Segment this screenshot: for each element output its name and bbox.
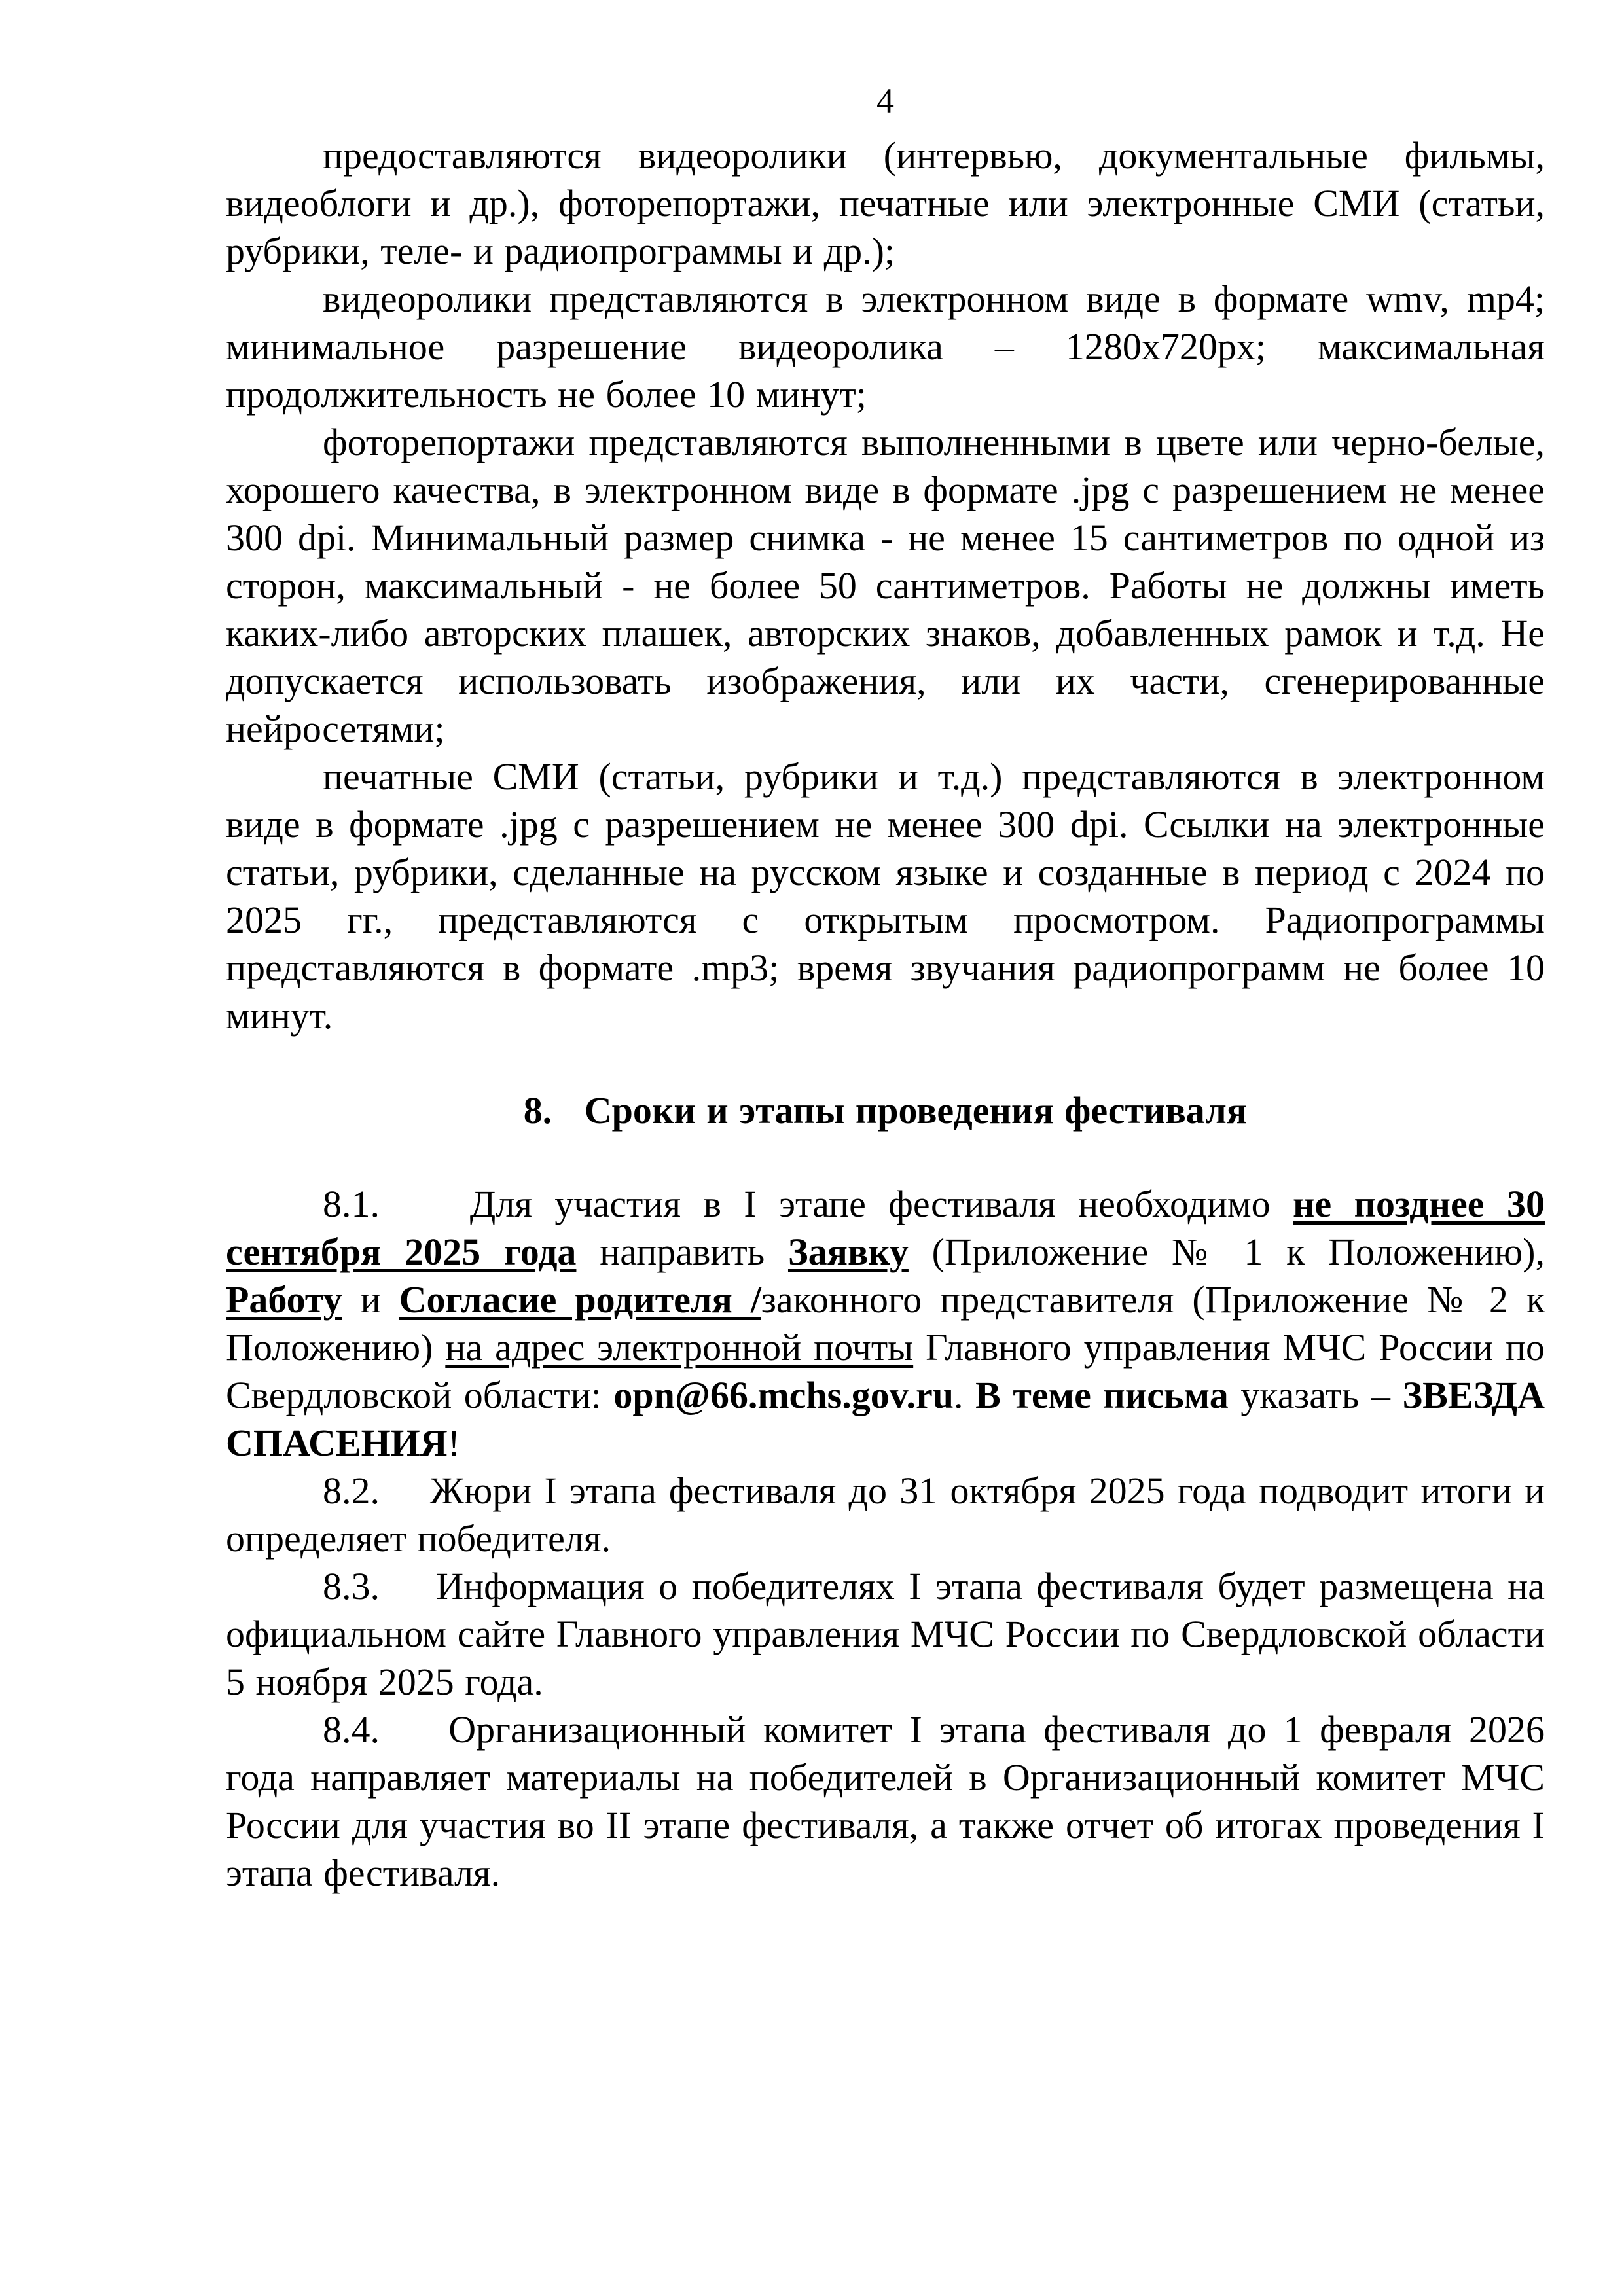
text-run: 8.3. Информация о победителях I этапа фестиваля будет размещена на официальном сайте Главного управления МЧС России по Свердловской области 5 ноября 2025 года. [226,1565,1545,1703]
text-run: 8.1. Для участия в I этапе фестиваля необходимо [323,1183,1293,1225]
page-number: 4 [876,81,894,120]
paragraph [226,1180,1545,1467]
text-run: предоставляются видеоролики (интервью, документальные фильмы, видеоблоги и др.), фоторепортажи, печатные или электронные СМИ (статьи, рубрики, теле- и радиопрограммы и др.); [226,134,1545,272]
text-run: законного представителя (Приложение № 2 к Положению) [226,1278,1545,1369]
section-heading [226,1086,1545,1134]
text-run: ! [447,1422,461,1464]
document-body [226,132,1545,1897]
paragraph [226,275,1545,418]
paragraph [226,1467,1545,1562]
text-run: печатные СМИ (статьи, рубрики и т.д.) представляются в электронном виде в формате .jpg с разрешением не менее 300 dpi. Ссылки на электронные статьи, рубрики, сделанные на русском языке и созданные в период с 2024 по 2025 гг., представляются с открытым просмотром. Радиопрограммы представляются в формате .mp3; время звучания радиопрограмм не более 10 минут. [226,755,1545,1037]
text-run: не позднее 30 сентября 2025 года [226,1183,1545,1273]
paragraph [226,418,1545,753]
text-run: . [954,1374,976,1416]
text-run: и [342,1278,399,1321]
paragraph [226,132,1545,275]
text-run: Главного управления МЧС России по Свердловской области: [226,1326,1545,1416]
text-run: указать – [1228,1374,1403,1416]
text-run: Заявку [787,1230,909,1273]
text-run: направить [576,1230,788,1273]
text-run: opn@66.mchs.gov.ru [613,1374,954,1416]
text-run: 8. Сроки и этапы проведения фестиваля [523,1089,1248,1132]
text-run: на адрес электронной почты [445,1326,914,1369]
text-run: 8.4. Организационный комитет I этапа фестиваля до 1 февраля 2026 года направляет материалы на победителей в Организационный комитет МЧС России для участия во II этапе фестиваля, а также отчет об итогах проведения I этапа фестиваля. [226,1708,1545,1894]
text-run: (Приложение № 1 к Положению), [908,1230,1545,1273]
paragraph [226,1706,1545,1897]
text-run: В теме письма [975,1374,1229,1416]
text-run: 8.2. Жюри I этапа фестиваля до 31 октября 2025 года подводит итоги и определяет победителя. [226,1469,1545,1560]
paragraph [226,753,1545,1039]
paragraph [226,1562,1545,1706]
text-run: ЗВЕЗДА СПАСЕНИЯ [226,1374,1545,1464]
text-run: видеоролики представляются в электронном виде в формате wmv, mp4; минимальное разрешение видеоролика – 1280х720px; максимальная продолжительность не более 10 минут; [226,278,1545,416]
text-run: Согласие родителя / [399,1278,761,1321]
text-run: фоторепортажи представляются выполненными в цвете или черно-белые, хорошего качества, в электронном виде в формате .jpg с разрешением не менее 300 dpi. Минимальный размер снимка - не менее 15 сантиметров по одной из сторон, максимальный - не более 50 сантиметров. Работы не должны иметь каких-либо авторских плашек, авторских знаков, добавленных рамок и т.д. Не допускается использовать изображения, или их части, сгенерированные нейросетями; [226,421,1545,750]
text-run: Работу [226,1278,342,1321]
